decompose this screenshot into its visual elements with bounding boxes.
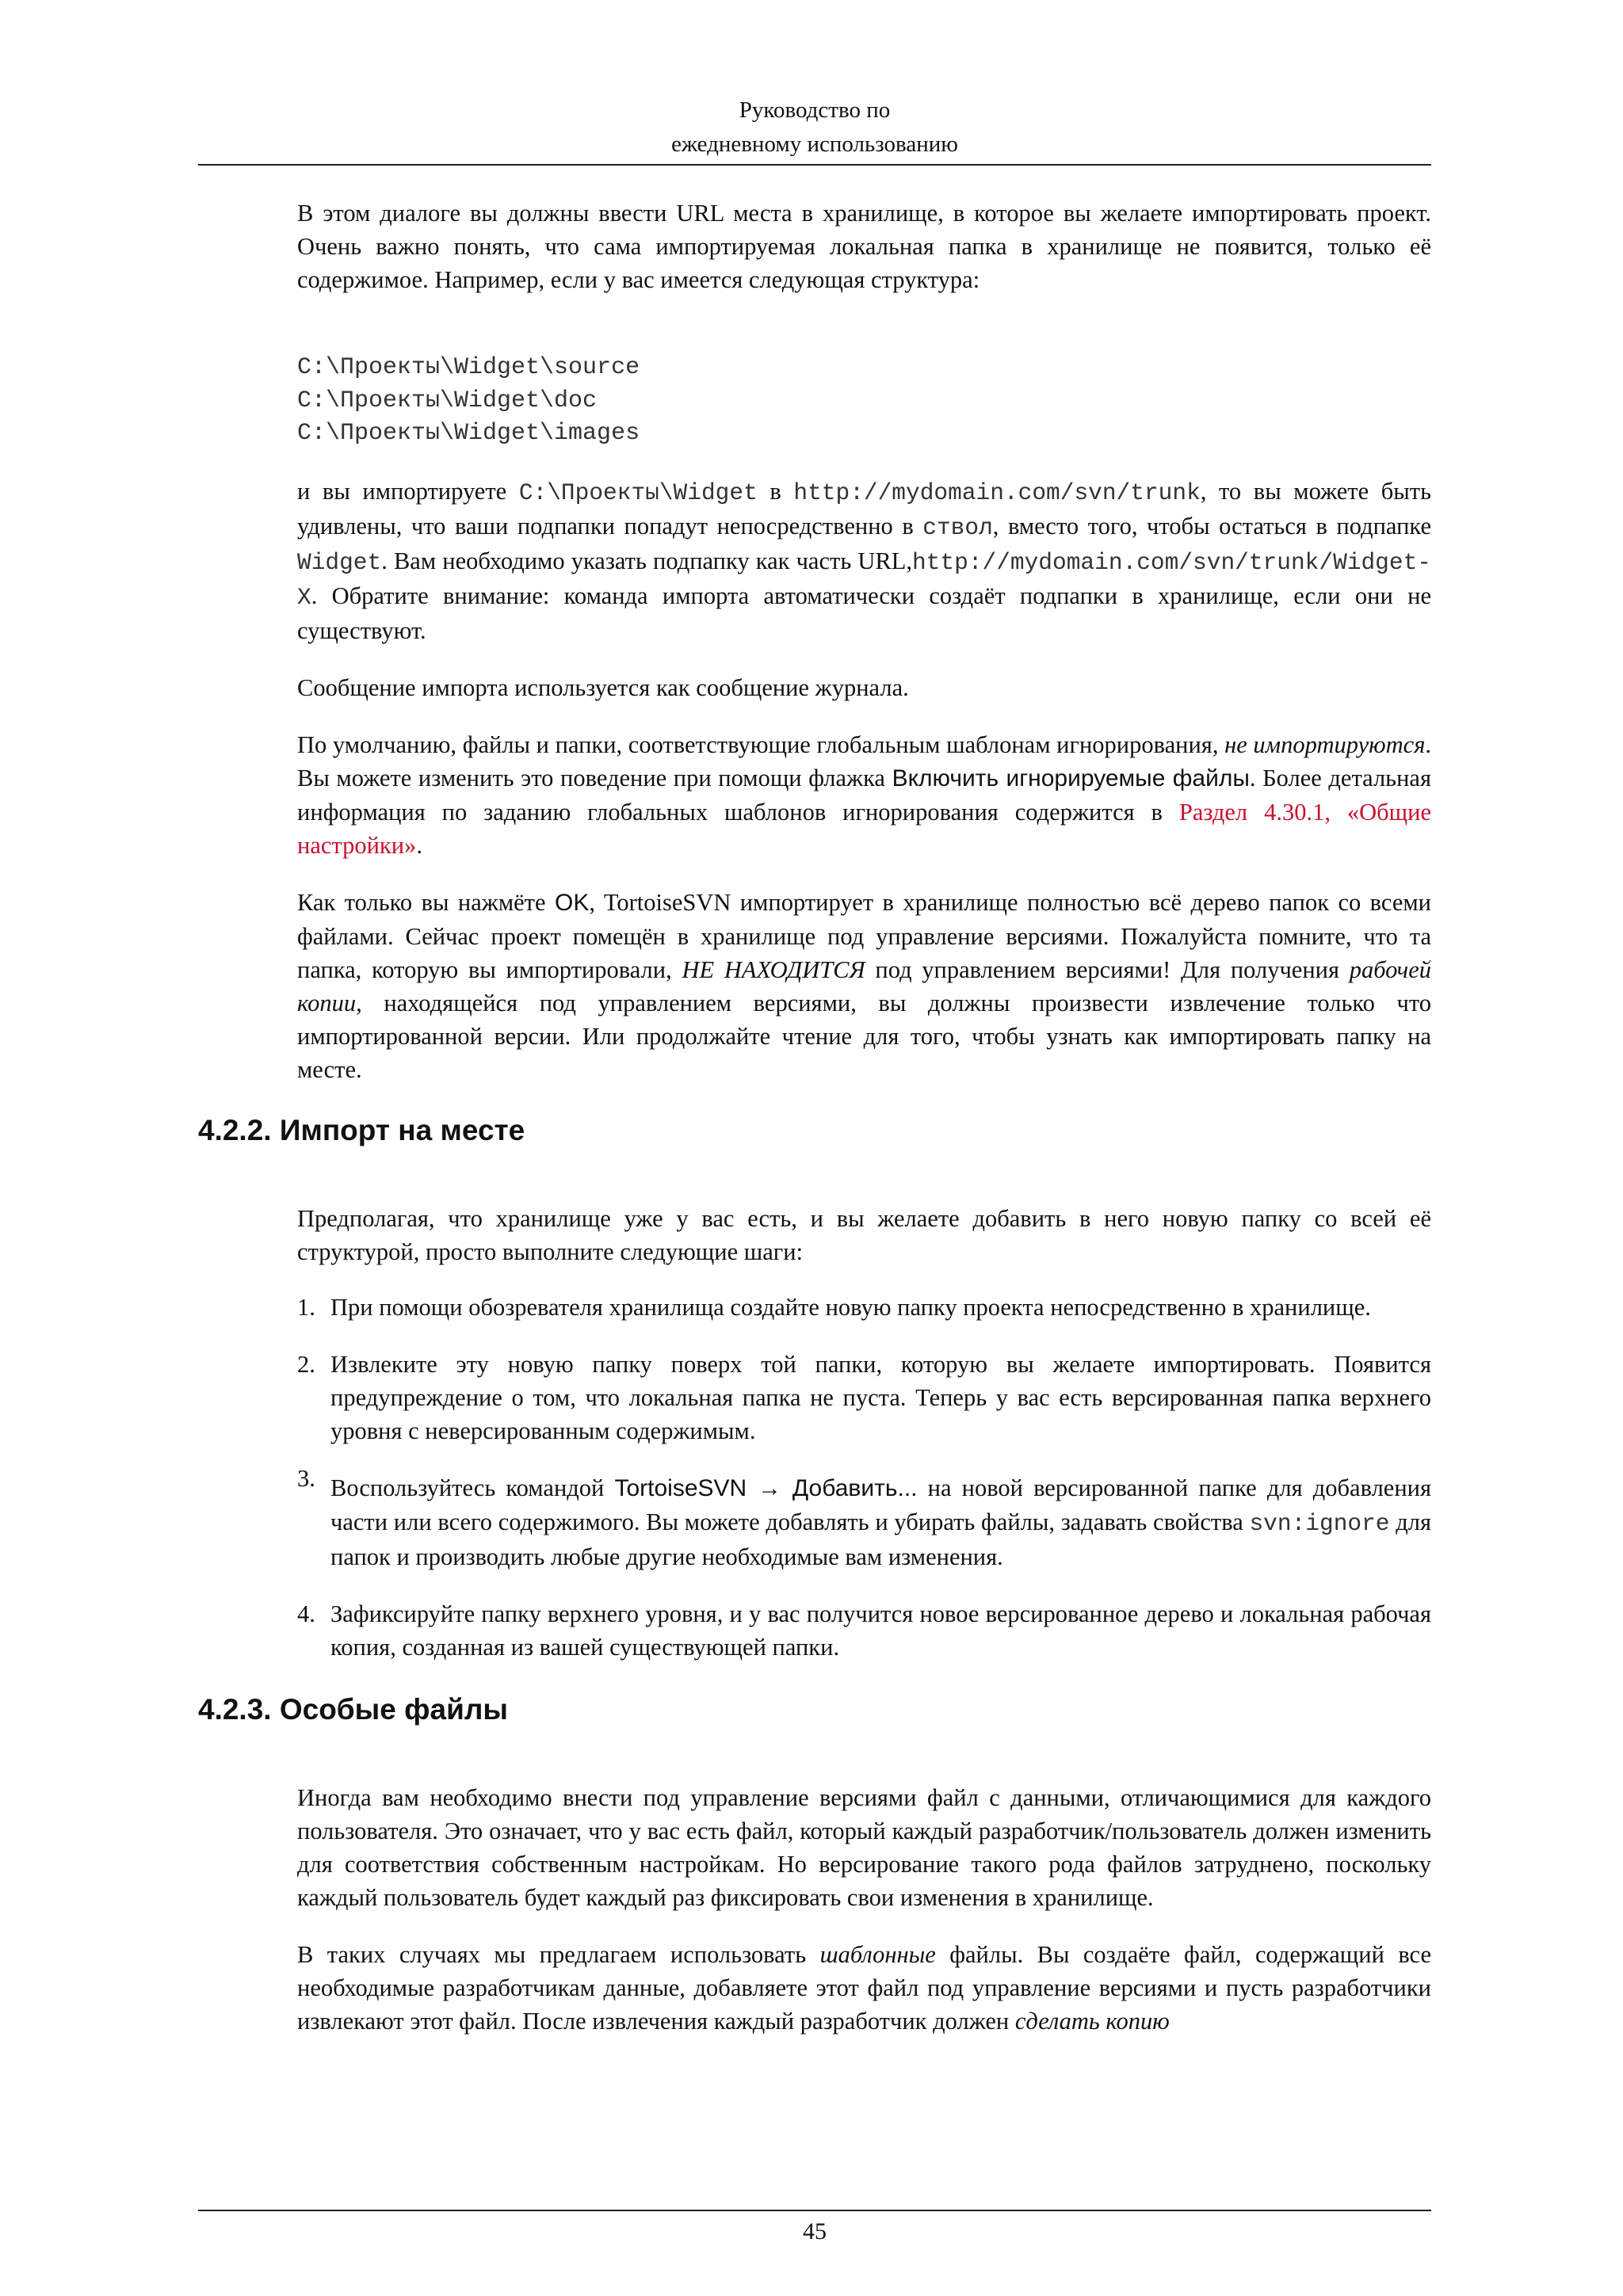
text-run: , вместо того, чтобы остаться в подпапке (992, 512, 1431, 540)
text-run: , TortoiseSVN импортирует в хранилище полностью всё дерево папок со всеми файлами. Сейчас проект помещён в хранилище под управление версиями. Пожалуйста помните, что та папка, которую вы импортировали, (297, 888, 1431, 983)
text-run: . (416, 831, 422, 859)
text-run: , находящейся под управлением версиями, вы должны произвести извлечение только что импортированной версии. Или продолжайте чтение для того, чтобы узнать как импортировать папку на месте. (297, 989, 1431, 1083)
text-run: Как только вы нажмёте (297, 888, 555, 916)
list-item (297, 1464, 1431, 1573)
log-message-paragraph: Сообщение импорта используется как сообщение журнала. (297, 673, 909, 701)
text-run: для папок и производить любые другие необходимые вам изменения. (330, 1508, 1431, 1570)
footer-rule (198, 2210, 1431, 2211)
section-heading-4-2-2: 4.2.2. Импорт на месте (198, 1113, 525, 1146)
menu-arrow-icon: → (747, 1474, 792, 1501)
list-item-text: Зафиксируйте папку верхнего уровня, и у вас получится новое версированное дерево и локальная рабочая копия, созданная из вашей существующей папки. (330, 1600, 1431, 1661)
import-note-paragraph (297, 475, 1431, 647)
header-rule (198, 164, 1431, 166)
running-header-line-1: Руководство по (739, 97, 891, 123)
ignore-note-paragraph (297, 728, 1431, 862)
list-item (297, 1348, 1431, 1447)
gui-menu-label: TortoiseSVN (614, 1474, 747, 1501)
list-number: 1. (297, 1293, 315, 1321)
inline-code: svn:ignore (1249, 1509, 1390, 1537)
list-number: 2. (297, 1350, 315, 1378)
list-item-text: Извлеките эту новую папку поверх той папки, которую вы желаете импортировать. Появится предупреждение о том, что локальная папка не пуста. Теперь у вас есть версированная папка верхнего уровня с неверсированным содержимым. (330, 1350, 1431, 1444)
section-heading-4-2-3: 4.2.3. Особые файлы (198, 1692, 508, 1726)
text-run: . Обратите внимание: команда импорта автоматически создаёт подпапки в хранилище, если они не существуют. (297, 582, 1431, 644)
list-number: 3. (297, 1464, 315, 1492)
page-number: 45 (803, 2218, 827, 2245)
gui-label: Включить игнорируемые файлы (892, 765, 1250, 791)
inline-code: http://mydomain.com/svn/trunk (793, 479, 1201, 506)
emphasis: НЕ НАХОДИТСЯ (682, 955, 865, 983)
intro-paragraph: В этом диалоге вы должны ввести URL места в хранилище, в которое вы желаете импортировать проект. Очень важно понять, что сама импортируемая локальная папка в хранилище не появится, только её содержимое. Например, если у вас имеется следующая структура: (297, 200, 1431, 293)
ok-note-paragraph (297, 886, 1431, 1086)
text-run: и вы импортируете (297, 477, 519, 505)
code-line: C:\Проекты\Widget\source (297, 354, 640, 381)
emphasis: сделать копию (1014, 2007, 1170, 2035)
section-4-2-3-paragraph-1: Иногда вам необходимо внести под управление версиями файл с данными, отличающимися для каждого пользователя. Это означает, что у вас есть файл, который каждый разработчик/пользователь должен изменить для соответствия собственным настройкам. Но версирование такого рода файлов затруднено, поскольку каждый пользователь будет каждый раз фиксировать свои изменения в хранилище. (297, 1783, 1431, 1911)
inline-code: ствол (922, 513, 993, 541)
text-run: По умолчанию, файлы и папки, соответствующие глобальным шаблонам игнорирования, (297, 730, 1225, 758)
inline-code: Widget (297, 548, 382, 576)
text-run: . Вам необходимо указать подпапку как часть URL, (381, 547, 912, 574)
text-run: в (757, 477, 794, 505)
cross-reference-link[interactable]: Раздел 4.30.1, «Общие настройки» (297, 798, 1431, 859)
text-run: файлы. Вы создаёте файл, содержащий все необходимые разработчикам данные, добавляете этот файл под управление версиями и пусть разработчики извлекают этот файл. После извлечения каждый разработчик должен (297, 1940, 1431, 2035)
list-number: 4. (297, 1600, 315, 1627)
steps-list (297, 1291, 1431, 1664)
section-4-2-3-paragraph-2 (297, 1938, 1431, 2038)
text-run: , то вы можете быть удивлены, что ваши подпапки попадут непосредственно в (297, 477, 1432, 540)
emphasis: шаблонные (819, 1940, 936, 1968)
list-item (297, 1291, 1431, 1324)
running-header (198, 93, 1431, 162)
main-content (198, 196, 1432, 2038)
running-header-line-2: ежедневному использованию (671, 132, 958, 157)
text-run: В таких случаях мы предлагаем использовать (297, 1940, 820, 1968)
emphasis: рабочей копии (297, 955, 1431, 1016)
list-item-text: При помощи обозревателя хранилища создайте новую папку проекта непосредственно в хранилище. (330, 1293, 1371, 1321)
inline-code: http://mydomain.com/svn/trunk/Widget-X (297, 548, 1431, 611)
code-block (297, 352, 1431, 451)
text-run: . Более детальная информация по заданию глобальных шаблонов игнорирования содержится в (297, 764, 1431, 826)
text-run: на новой версированной папке для добавления части или всего содержимого. Вы можете добавлять и убирать файлы, задавать свойства (330, 1474, 1431, 1535)
inline-code: C:\Проекты\Widget (518, 479, 758, 506)
text-run: Воспользуйтесь командой (330, 1474, 615, 1501)
emphasis: не импортируются (1224, 730, 1426, 758)
gui-label: OK (554, 889, 590, 916)
text-run: . Вы можете изменить это поведение при помощи флажка (297, 730, 1431, 791)
gui-menu-label: Добавить... (792, 1474, 918, 1501)
section-4-2-2-intro: Предполагая, что хранилище уже у вас есть, и вы желаете добавить в него новую папку со всей её структурой, просто выполните следующие шаги: (297, 1204, 1431, 1265)
code-line: C:\Проекты\Widget\doc (297, 387, 598, 414)
code-line: C:\Проекты\Widget\images (297, 420, 640, 447)
text-run: под управлением версиями! Для получения (865, 955, 1350, 983)
list-item (297, 1597, 1431, 1664)
